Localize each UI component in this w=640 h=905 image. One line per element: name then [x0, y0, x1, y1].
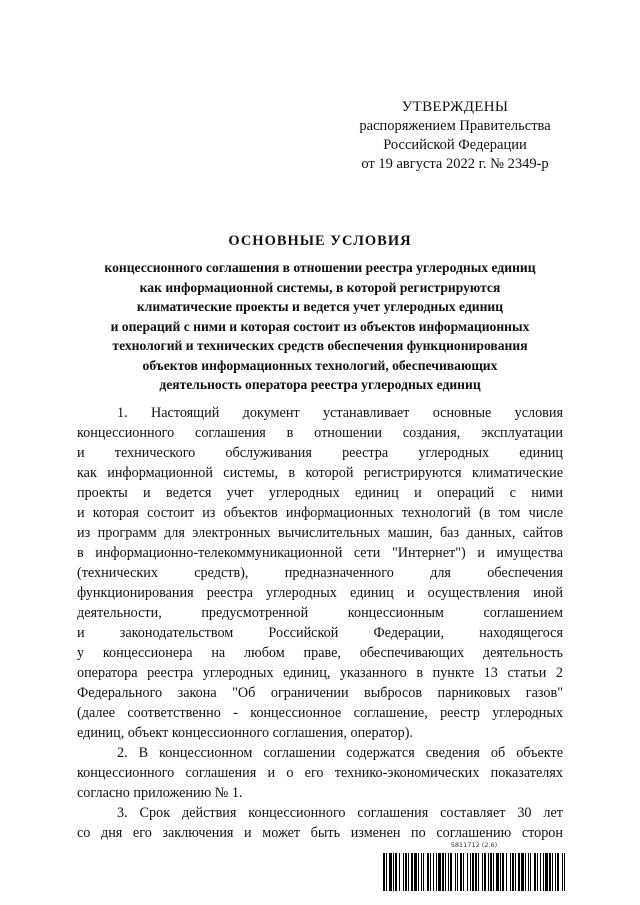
- body-line: и технического обслуживания реестра углеродных единиц: [77, 445, 563, 461]
- body-line: оператора реестра углеродных единиц, указанного в пункте 13 статьи 2: [77, 665, 563, 681]
- approval-block: [340, 98, 570, 174]
- barcode-bar: [534, 853, 536, 891]
- barcode-bar: [455, 853, 456, 891]
- barcode-bar: [445, 853, 446, 891]
- barcode-bar: [430, 853, 431, 891]
- body-line: единиц, объект концессионного соглашения, оператор).: [77, 725, 413, 741]
- subtitle-line: технологий и технических средств обеспечения функционирования: [112, 338, 528, 353]
- body-line: Федерального закона "Об ограничении выбросов парниковых газов": [77, 685, 563, 701]
- barcode-bar: [540, 853, 541, 891]
- document-title: ОСНОВНЫЕ УСЛОВИЯ: [228, 233, 412, 249]
- barcode-bar: [393, 853, 394, 891]
- barcode-bar: [488, 853, 489, 891]
- body-line: из программ для электронных вычислительных машин, баз данных, сайтов: [77, 525, 563, 541]
- barcode-bar: [414, 853, 417, 891]
- document-subtitle: [70, 258, 570, 395]
- barcode-icon: [383, 853, 565, 891]
- barcode-bar: [515, 853, 516, 891]
- barcode-bar: [460, 853, 462, 891]
- barcode-bar: [475, 853, 477, 891]
- body-line: у концессионера на любом праве, обеспечивающих деятельность: [77, 645, 563, 661]
- barcode-bar: [555, 853, 556, 891]
- barcode-bar: [564, 853, 565, 891]
- barcode-bar: [552, 853, 553, 891]
- barcode-bar: [528, 853, 529, 891]
- approval-line-2: Российской Федерации: [383, 137, 527, 153]
- barcode-bar: [530, 853, 531, 891]
- barcode-bar: [438, 853, 441, 891]
- barcode-bar: [490, 853, 492, 891]
- body-line: и законодательством Российской Федерации, находящегося: [77, 625, 563, 641]
- subtitle-line: концессионного соглашения в отношении реестра углеродных единиц: [104, 260, 536, 275]
- approval-heading: УТВЕРЖДЕНЫ: [401, 99, 509, 115]
- barcode-bar: [395, 853, 397, 891]
- body-line: концессионного соглашения и о его технико-экономических показателях: [77, 765, 563, 781]
- subtitle-line: объектов информационных технологий, обеспечивающих: [142, 357, 498, 373]
- barcode-bar: [500, 853, 501, 891]
- body-line: и которая состоит из объектов информационных технологий (в том числе: [77, 505, 563, 521]
- barcode-bar: [450, 853, 452, 891]
- body-line: функционирования реестра углеродных единиц и осуществления иной: [77, 585, 563, 601]
- subtitle-line: деятельность оператора реестра углеродных единиц: [159, 377, 481, 392]
- body-line: проекты и ведется учет углеродных единиц и операций с ними: [77, 485, 563, 501]
- barcode-bar: [484, 853, 486, 891]
- barcode-bar: [389, 853, 392, 891]
- barcode-bar: [442, 853, 444, 891]
- barcode-bar: [506, 853, 507, 891]
- barcode-bar: [423, 853, 424, 891]
- barcode-bar: [549, 853, 551, 891]
- barcode-bar: [433, 853, 434, 891]
- barcode-bar: [403, 853, 404, 891]
- barcode-bar: [521, 853, 524, 891]
- approval-line-3: от 19 августа 2022 г. № 2349-р: [361, 156, 549, 172]
- barcode-bar: [557, 853, 559, 891]
- barcode-bar: [472, 853, 474, 891]
- subtitle-line: как информационной системы, в которой регистрируются: [139, 279, 501, 295]
- barcode-bar: [436, 853, 437, 891]
- body-line: 3. Срок действия концессионного соглашения составляет 30 лет: [117, 805, 563, 821]
- body-line: (далее соответственно - концессионное соглашение, реестр углеродных: [77, 705, 563, 721]
- barcode-bar: [510, 853, 511, 891]
- barcode-bar: [562, 853, 563, 891]
- barcode-bar: [421, 853, 422, 891]
- barcode-bar: [405, 853, 407, 891]
- barcode-bar: [525, 853, 526, 891]
- barcode-bar: [418, 853, 419, 891]
- approval-line-1: распоряжением Правительства: [359, 118, 551, 134]
- barcode-bar: [482, 853, 483, 891]
- barcode-bar: [512, 853, 514, 891]
- document-body: [77, 403, 563, 843]
- barcode-bar: [408, 853, 409, 891]
- barcode-bar: [470, 853, 471, 891]
- barcode-bar: [457, 853, 458, 891]
- barcode-bar: [448, 853, 449, 891]
- body-line: со дня его заключения и может быть изменен по соглашению сторон: [77, 825, 563, 841]
- body-line: как информационной системы, в которой регистрируются климатические: [77, 465, 563, 481]
- barcode-bar: [399, 853, 400, 891]
- body-line: согласно приложению № 1.: [77, 785, 243, 801]
- barcode-bar: [467, 853, 468, 891]
- body-line: концессионного соглашения в отношении создания, эксплуатации: [77, 425, 563, 441]
- body-line: 1. Настоящий документ устанавливает основные условия: [117, 405, 563, 421]
- body-line: в информационно-телекоммуникационной сети "Интернет") и имущества: [77, 545, 563, 561]
- document-barcode: [383, 841, 565, 893]
- barcode-bar: [427, 853, 429, 891]
- barcode-bar: [496, 853, 499, 891]
- barcode-bar: [537, 853, 538, 891]
- subtitle-line: и операций с ними и которая состоит из объектов информационных: [110, 318, 530, 334]
- barcode-bar: [493, 853, 494, 891]
- barcode-bar: [383, 853, 385, 891]
- barcode-bar: [463, 853, 464, 891]
- body-line: (технических средств), предназначенного для обеспечения: [77, 565, 563, 581]
- barcode-bar: [518, 853, 520, 891]
- barcode-bar: [478, 853, 479, 891]
- barcode-bar: [545, 853, 548, 891]
- barcode-bar: [543, 853, 544, 891]
- barcode-bar: [411, 853, 413, 891]
- subtitle-line: климатические проекты и ведется учет углеродных единиц: [136, 299, 504, 314]
- barcode-number: 5811712 (2.6): [450, 841, 498, 849]
- body-line: деятельности, предусмотренной концессионным соглашением: [77, 605, 563, 621]
- body-line: 2. В концессионном соглашении содержатся сведения об объекте: [117, 745, 563, 761]
- barcode-bar: [386, 853, 387, 891]
- barcode-bar: [502, 853, 504, 891]
